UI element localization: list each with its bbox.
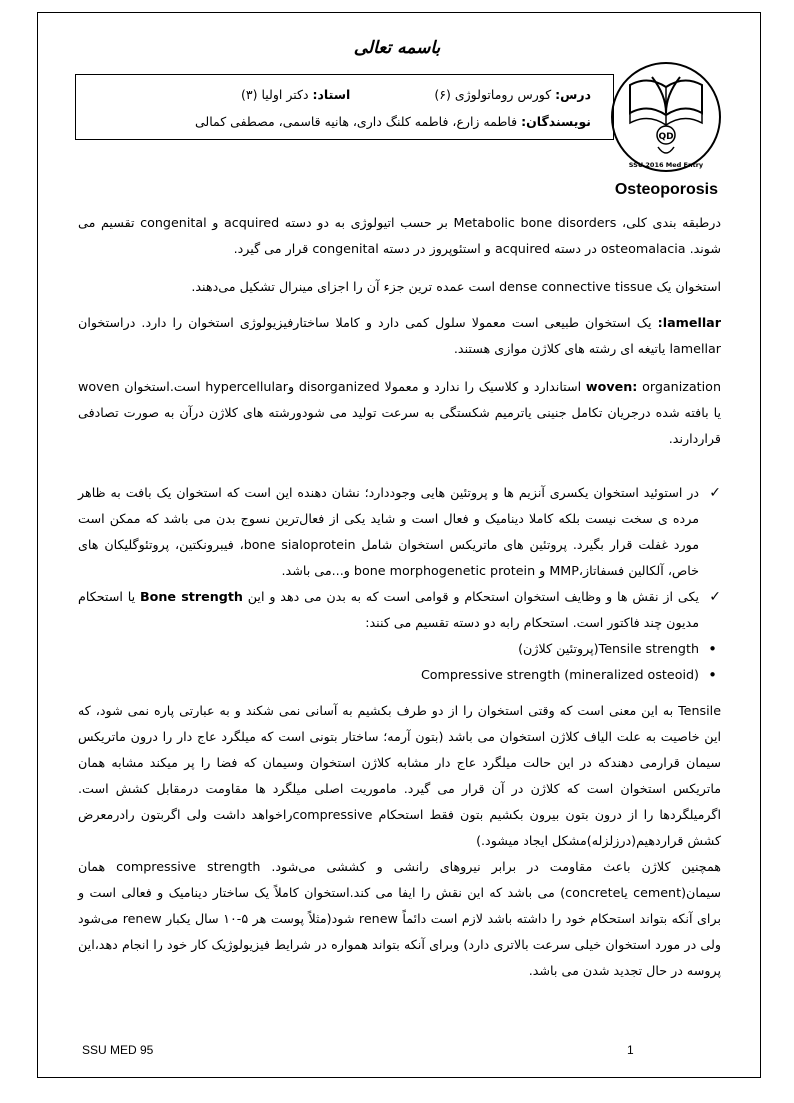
logo-caption: SSU 2016 Med Entry xyxy=(628,161,704,169)
logo-letters: QD xyxy=(658,132,674,142)
checkmark-icon: ✓ xyxy=(709,485,721,501)
paragraph-woven: woven: organization استاندارد و کلاسیک را ندارد و معمولا disorganized وhypercellular است.استخوان woven یا بافته شده درجریان تکامل جنینی یاترمیم شکستگی به سرعت تولید می شودورشته های کلاژن درآن به صورت تصادفی قراردارند. xyxy=(78,379,721,446)
authors-label: نویسندگان: xyxy=(521,114,591,129)
paragraph-classification: درطبقه بندی کلی، Metabolic bone disorders بر حسب اتیولوژی به دو دسته acquired و congenital تقسیم می شوند. osteomalacia در دسته acquired و استئوپروز در دسته congenital قرار می گیرد. xyxy=(78,215,722,256)
basmala-heading: باسمه تعالی xyxy=(353,38,441,58)
instructor-label: استاد: xyxy=(312,87,351,102)
checkmark-icon: ✓ xyxy=(709,589,721,605)
term-woven: woven: xyxy=(585,379,638,394)
course-label: درس: xyxy=(555,87,591,102)
term-lamellar: lamellar: xyxy=(657,315,721,330)
paragraph-compressive: همچنین کلاژن باعث مقاومت در برابر نیروهای رانشی و کششی می‌شود. compressive strength همان سیمان(cement یاconcrete) می باشد که این نقش را ایفا می کند.استخوان کاملاً یک ساختار دینامیک و فعالی است و برای آنکه بتواند استحکام خود را داشته باشد لازم است دائماً renew شود(مثلاً پوست هر ۵-۱۰ سال یکبار renew می‌شود ولی در مورد استخوان خیلی سرعت بالاتری دارد) وبرای آنکه بتواند همواره در شرایط فیزیولوژیک کار خود را انجام دهد،این پروسه در حال تجدید شدن می باشد. xyxy=(78,859,721,978)
bullet-item: • Tensile strength(پروتئین کلاژن) xyxy=(78,636,721,662)
bullet-icon: • xyxy=(708,640,717,658)
paragraph-lamellar: lamellar: یک استخوان طبیعی است معمولا سلول کمی دارد و کاملا ساختارفیزیولوژی استخوان را دارد. دراستخوان lamellar یاتیغه ای رشته های کلاژن موازی هستند. xyxy=(78,315,721,356)
bullet-item: • Compressive strength (mineralized osteoid) xyxy=(78,662,721,688)
university-logo xyxy=(608,55,724,183)
course-line xyxy=(434,87,591,102)
instructor-line xyxy=(241,87,350,102)
authors-line xyxy=(195,114,591,129)
page-number: 1 xyxy=(627,1043,634,1057)
document-title: Osteoporosis xyxy=(614,181,718,198)
checklist xyxy=(78,480,721,688)
instructor-value: دکتر اولیا (۳) xyxy=(241,87,309,102)
list-item: ✓ در استوئید استخوان یکسری آنزیم ها و پروتئین هایی وجوددارد؛ نشان دهنده این است که استخوان یک بافت به ظاهر مرده ی سخت نیست بلکه کاملا دینامیک و فعال است و شاید یکی از فعال‌ترین نسوج بدن می باشد که ممکن است مورد غفلت قرار بگیرد. پروتئین های ماتریکس استخوان شامل bone sialoprotein، فیبرونکتین، پروتئوگلیکان های خاص، آلکالین فسفاتاز،MMP و bone morphogenetic protein و...می باشد. xyxy=(78,480,721,584)
footer-label: SSU MED 95 xyxy=(82,1043,154,1057)
course-value: کورس روماتولوژی (۶) xyxy=(434,87,552,102)
paragraph-tensile: Tensile به این معنی است که وقتی استخوان را از دو طرف بکشیم به آسانی نمی شکند و به عبارتی پاره نمی شود، که این خاصیت به علت الیاف کلاژن استخوان می باشد (بتون آرمه؛ ساختار بتونی است که میلگرد عاج دار را درون ماتریکس سیمان قرارمی دهندکه در این حالت میلگرد عاج دار مشابه کلاژن استخوان وسیمان که فضا را پر میکند مشابه همان ماتریکس استخوان است که کلاژن در آن قرار می گیرد. ماموریت اصلی میلگرد ها مقاومت درمقابل کشش است. اگرمیلگردها را از درون بتون بیرون بکشیم بتون فقط استحکام compressiveراخواهد داشت ولی اگربتون رادرمعرض کشش قراردهیم(درزلزله)مشکل ایجاد میشود.) xyxy=(78,703,721,848)
course-info-box xyxy=(75,74,614,140)
authors-value: فاطمه زارع، فاطمه کلنگ داری، هانیه قاسمی، مصطفی کمالی xyxy=(194,114,518,129)
list-item: ✓ یکی از نقش ها و وظایف استخوان استحکام و قوامی است که به بدن می دهد و این Bone strength یا استحکام مدیون چند فاکتور است. استحکام رابه دو دسته تقسیم می کنند: xyxy=(78,584,721,636)
paragraph-bone-tissue: استخوان یک dense connective tissue است عمده ترین جزء آن را اجزای مینرال تشکیل می‌دهند. xyxy=(191,279,721,294)
bullet-icon: • xyxy=(708,666,717,684)
